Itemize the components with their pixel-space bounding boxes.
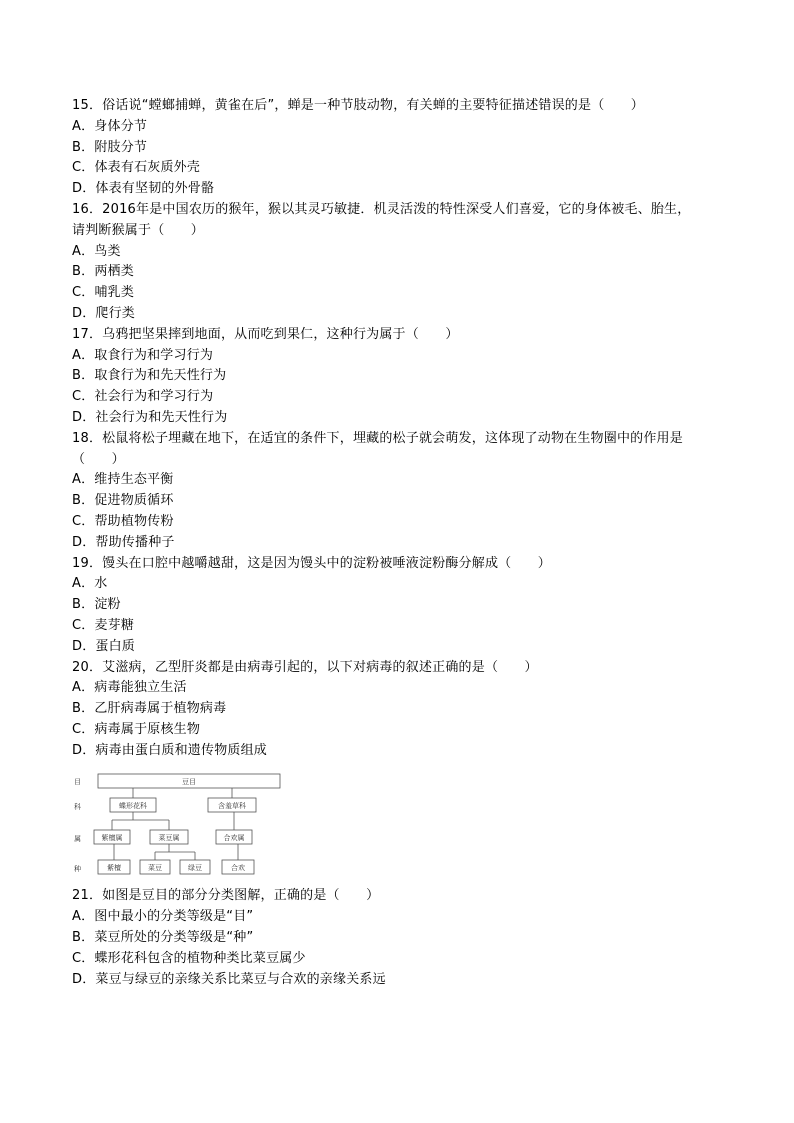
question-18-option-b: B．促进物质循环 [72, 493, 174, 508]
question-17-option-d: D．社会行为和先天性行为 [72, 410, 228, 425]
question-18-option-d: D．帮助传播种子 [72, 535, 175, 550]
question-16-option-b: B．两栖类 [72, 264, 134, 279]
genus-label-2: 菜豆属 [158, 834, 180, 842]
question-21-option-a: A．图中最小的分类等级是“目” [72, 909, 254, 924]
question-15-option-c: C．体表有石灰质外壳 [72, 160, 201, 175]
question-15-stem: 15．俗话说“螳螂捕蝉，黄雀在后”，蝉是一种节肢动物，有关蝉的主要特征描述错误的是（ ） [72, 98, 645, 113]
classification-diagram [72, 770, 292, 878]
question-15-option-b: B．附肢分节 [72, 140, 148, 155]
family-label-2: 含羞草科 [218, 802, 246, 810]
genus-label-3: 合欢属 [223, 834, 245, 842]
question-16-stem-line1: 16．2016年是中国农历的猴年，猴以其灵巧敏捷．机灵活泼的特性深受人们喜爱，它的身体被毛、胎生， [72, 202, 691, 217]
question-19-option-b: B．淀粉 [72, 597, 121, 612]
question-15-option-a: A．身体分节 [72, 119, 148, 134]
question-17-option-c: C．社会行为和学习行为 [72, 389, 214, 404]
genus-label-1: 紫檀属 [101, 834, 123, 842]
question-18-stem-line2: （ ） [72, 452, 125, 467]
question-16-stem-line2: 请判断猴属于（ ） [72, 223, 205, 238]
rank-label-species: 种 [74, 865, 81, 873]
question-15-option-d: D．体表有坚韧的外骨骼 [72, 181, 215, 196]
question-21-option-c: C．蝶形花科包含的植物种类比菜豆属少 [72, 951, 306, 966]
question-16-option-d: D．爬行类 [72, 306, 136, 321]
question-18-stem-line1: 18．松鼠将松子埋藏在地下，在适宜的条件下，埋藏的松子就会萌发，这体现了动物在生物圈中的作用是 [72, 431, 683, 446]
question-21-stem: 21．如图是豆目的部分分类图解，正确的是（ ） [72, 888, 380, 903]
question-20-option-c: C．病毒属于原核生物 [72, 722, 201, 737]
species-label-3: 绿豆 [188, 864, 202, 872]
rank-label-family: 科 [74, 803, 81, 811]
question-20-option-b: B．乙肝病毒属于植物病毒 [72, 701, 227, 716]
question-19-option-a: A．水 [72, 576, 108, 591]
question-18-option-a: A．维持生态平衡 [72, 472, 174, 487]
species-label-1: 紫檀 [107, 864, 121, 872]
question-20-option-d: D．病毒由蛋白质和遗传物质组成 [72, 743, 268, 758]
rank-label-order: 目 [74, 778, 81, 786]
question-19-option-c: C．麦芽糖 [72, 618, 135, 633]
question-20-stem: 20．艾滋病，乙型肝炎都是由病毒引起的，以下对病毒的叙述正确的是（ ） [72, 660, 538, 675]
order-label: 豆目 [182, 778, 196, 786]
family-label-1: 蝶形花科 [119, 802, 147, 810]
question-16-option-a: A．鸟类 [72, 244, 121, 259]
rank-label-genus: 属 [74, 835, 81, 843]
question-20-option-a: A．病毒能独立生活 [72, 680, 187, 695]
question-16-option-c: C．哺乳类 [72, 285, 135, 300]
question-18-option-c: C．帮助植物传粉 [72, 514, 174, 529]
question-17-stem: 17．乌鸦把坚果摔到地面，从而吃到果仁，这种行为属于（ ） [72, 327, 459, 342]
question-17-option-a: A．取食行为和学习行为 [72, 348, 214, 363]
species-label-2: 菜豆 [148, 864, 162, 872]
species-label-4: 合欢 [231, 864, 245, 872]
question-19-option-d: D．蛋白质 [72, 639, 136, 654]
question-17-option-b: B．取食行为和先天性行为 [72, 368, 227, 383]
question-19-stem: 19．馒头在口腔中越嚼越甜，这是因为馒头中的淀粉被唾液淀粉酶分解成（ ） [72, 556, 551, 571]
question-21-option-b: B．菜豆所处的分类等级是“种” [72, 930, 254, 945]
question-21-option-d: D．菜豆与绿豆的亲缘关系比菜豆与合欢的亲缘关系远 [72, 972, 386, 987]
